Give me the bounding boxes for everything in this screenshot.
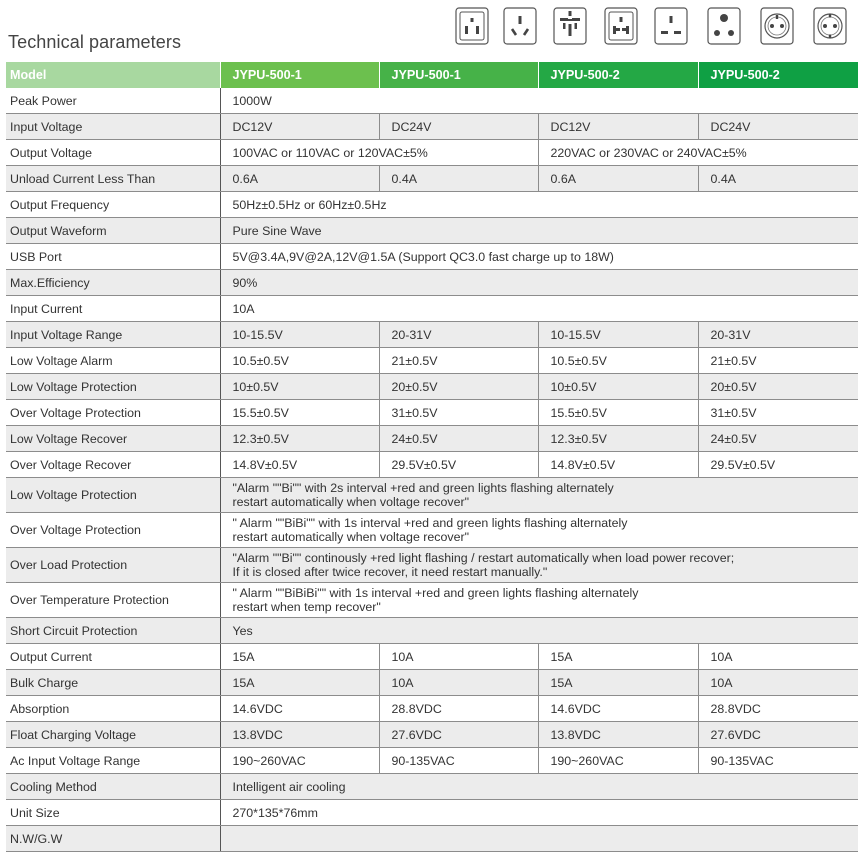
- page-title: Technical parameters: [8, 32, 182, 52]
- table-row: [6, 166, 858, 192]
- table-cell: 31±0.5V: [698, 400, 858, 426]
- table-row: [6, 696, 858, 722]
- table-header-row: [6, 62, 858, 88]
- table-row: [6, 826, 858, 852]
- table-cell: 50Hz±0.5Hz or 60Hz±0.5Hz: [220, 192, 858, 218]
- table-body: [6, 88, 858, 852]
- table-cell: " Alarm ""BiBi"" with 1s interval +red and green lights flashing alternately restart automatically when voltage recover": [220, 513, 858, 548]
- row-label: Low Voltage Recover: [6, 426, 220, 452]
- row-label: Over Temperature Protection: [6, 583, 220, 618]
- row-label: Absorption: [6, 696, 220, 722]
- table-row: [6, 748, 858, 774]
- row-label: Output Frequency: [6, 192, 220, 218]
- row-label: Short Circuit Protection: [6, 618, 220, 644]
- table-cell: 12.3±0.5V: [220, 426, 379, 452]
- table-cell: 15A: [220, 644, 379, 670]
- table-cell: 10-15.5V: [220, 322, 379, 348]
- table-cell: "Alarm ""Bi"" continously +red light flashing / restart automatically when load power recover; If it is closed after twice recover, it need restart manually.": [220, 548, 858, 583]
- table-cell: 1000W: [220, 88, 858, 114]
- table-cell: 15.5±0.5V: [220, 400, 379, 426]
- table-row: [6, 513, 858, 548]
- header-model: Model: [6, 62, 220, 88]
- table-cell: Pure Sine Wave: [220, 218, 858, 244]
- table-cell: 13.8VDC: [538, 722, 698, 748]
- table-cell: 29.5V±0.5V: [379, 452, 538, 478]
- table-cell: 14.6VDC: [220, 696, 379, 722]
- table-cell: 10A: [698, 670, 858, 696]
- table-cell: 24±0.5V: [698, 426, 858, 452]
- table-row: [6, 644, 858, 670]
- table-row: [6, 722, 858, 748]
- row-label: Max.Efficiency: [6, 270, 220, 296]
- table-row: [6, 88, 858, 114]
- technical-parameters-table: [6, 62, 858, 852]
- table-cell: 10A: [220, 296, 858, 322]
- plug-multi-socket-icon: [604, 7, 638, 45]
- table-row: [6, 548, 858, 583]
- row-label: Input Voltage Range: [6, 322, 220, 348]
- plug-type-e-icon: [760, 7, 794, 45]
- table-cell: DC24V: [379, 114, 538, 140]
- header-model-4: JYPU-500-2: [698, 62, 858, 88]
- table-row: [6, 800, 858, 826]
- row-label: Over Voltage Recover: [6, 452, 220, 478]
- table-cell: Intelligent air cooling: [220, 774, 858, 800]
- table-cell: 15A: [220, 670, 379, 696]
- row-label: Output Current: [6, 644, 220, 670]
- table-cell: 10.5±0.5V: [220, 348, 379, 374]
- row-label: Input Current: [6, 296, 220, 322]
- table-row: [6, 374, 858, 400]
- table-cell: 13.8VDC: [220, 722, 379, 748]
- table-cell: DC12V: [220, 114, 379, 140]
- table-cell: 28.8VDC: [379, 696, 538, 722]
- row-label: Over Voltage Protection: [6, 400, 220, 426]
- table-row: [6, 478, 858, 513]
- row-label: Output Waveform: [6, 218, 220, 244]
- row-label: Bulk Charge: [6, 670, 220, 696]
- table-cell: DC12V: [538, 114, 698, 140]
- table-cell: 27.6VDC: [379, 722, 538, 748]
- table-cell: 10A: [379, 670, 538, 696]
- table-cell: 14.8V±0.5V: [220, 452, 379, 478]
- table-cell: 14.6VDC: [538, 696, 698, 722]
- table-row: [6, 296, 858, 322]
- table-row: [6, 400, 858, 426]
- table-cell: 90-135VAC: [698, 748, 858, 774]
- table-cell: 28.8VDC: [698, 696, 858, 722]
- table-row: [6, 140, 858, 166]
- row-label: USB Port: [6, 244, 220, 270]
- table-cell: 90-135VAC: [379, 748, 538, 774]
- table-cell: 220VAC or 230VAC or 240VAC±5%: [538, 140, 858, 166]
- table-cell: 10A: [379, 644, 538, 670]
- page-header: [0, 0, 860, 58]
- plug-universal-icon: [553, 7, 587, 45]
- table-cell: 21±0.5V: [379, 348, 538, 374]
- table-row: [6, 452, 858, 478]
- table-cell: 14.8V±0.5V: [538, 452, 698, 478]
- row-label: Cooling Method: [6, 774, 220, 800]
- row-label: Peak Power: [6, 88, 220, 114]
- table-cell: 0.6A: [538, 166, 698, 192]
- table-cell: 10±0.5V: [538, 374, 698, 400]
- plug-type-i-icon: [503, 7, 537, 45]
- table-cell: 100VAC or 110VAC or 120VAC±5%: [220, 140, 538, 166]
- table-cell: 20-31V: [379, 322, 538, 348]
- table-cell: 10.5±0.5V: [538, 348, 698, 374]
- plug-type-g-icon: [654, 7, 688, 45]
- row-label: Output Voltage: [6, 140, 220, 166]
- table-cell: [220, 826, 858, 852]
- table-cell: 270*135*76mm: [220, 800, 858, 826]
- table-cell: 15A: [538, 670, 698, 696]
- table-cell: 20±0.5V: [698, 374, 858, 400]
- table-cell: 90%: [220, 270, 858, 296]
- row-label: Over Load Protection: [6, 548, 220, 583]
- table-row: [6, 618, 858, 644]
- table-cell: 27.6VDC: [698, 722, 858, 748]
- table-cell: 21±0.5V: [698, 348, 858, 374]
- table-cell: 5V@3.4A,9V@2A,12V@1.5A (Support QC3.0 fast charge up to 18W): [220, 244, 858, 270]
- table-cell: DC24V: [698, 114, 858, 140]
- table-cell: 190~260VAC: [538, 748, 698, 774]
- table-cell: 10-15.5V: [538, 322, 698, 348]
- table-cell: 20-31V: [698, 322, 858, 348]
- table-cell: "Alarm ""Bi"" with 2s interval +red and green lights flashing alternately restart automatically when voltage recover": [220, 478, 858, 513]
- row-label: Unload Current Less Than: [6, 166, 220, 192]
- row-label: Ac Input Voltage Range: [6, 748, 220, 774]
- table-cell: 10±0.5V: [220, 374, 379, 400]
- table-row: [6, 270, 858, 296]
- row-label: Input Voltage: [6, 114, 220, 140]
- table-cell: 0.4A: [698, 166, 858, 192]
- table-cell: 15.5±0.5V: [538, 400, 698, 426]
- table-cell: 20±0.5V: [379, 374, 538, 400]
- row-label: Low Voltage Protection: [6, 478, 220, 513]
- row-label: Unit Size: [6, 800, 220, 826]
- table-cell: 31±0.5V: [379, 400, 538, 426]
- table-cell: 0.6A: [220, 166, 379, 192]
- table-cell: 0.4A: [379, 166, 538, 192]
- plug-type-b-icon: [455, 7, 489, 45]
- table-row: [6, 322, 858, 348]
- table-row: [6, 218, 858, 244]
- table-row: [6, 348, 858, 374]
- row-label: Float Charging Voltage: [6, 722, 220, 748]
- header-model-1: JYPU-500-1: [220, 62, 379, 88]
- table-row: [6, 670, 858, 696]
- row-label: Over Voltage Protection: [6, 513, 220, 548]
- table-row: [6, 244, 858, 270]
- row-label: N.W/G.W: [6, 826, 220, 852]
- header-model-3: JYPU-500-2: [538, 62, 698, 88]
- table-row: [6, 583, 858, 618]
- table-row: [6, 114, 858, 140]
- row-label: Low Voltage Alarm: [6, 348, 220, 374]
- table-cell: 12.3±0.5V: [538, 426, 698, 452]
- table-row: [6, 426, 858, 452]
- table-cell: " Alarm ""BiBiBi"" with 1s interval +red and green lights flashing alternately restart when temp recover": [220, 583, 858, 618]
- table-row: [6, 774, 858, 800]
- table-cell: Yes: [220, 618, 858, 644]
- table-cell: 15A: [538, 644, 698, 670]
- row-label: Low Voltage Protection: [6, 374, 220, 400]
- table-cell: 29.5V±0.5V: [698, 452, 858, 478]
- table-cell: 24±0.5V: [379, 426, 538, 452]
- plug-type-d-icon: [707, 7, 741, 45]
- table-cell: 10A: [698, 644, 858, 670]
- table-cell: 190~260VAC: [220, 748, 379, 774]
- plug-type-f-icon: [813, 7, 847, 45]
- table-row: [6, 192, 858, 218]
- header-model-2: JYPU-500-1: [379, 62, 538, 88]
